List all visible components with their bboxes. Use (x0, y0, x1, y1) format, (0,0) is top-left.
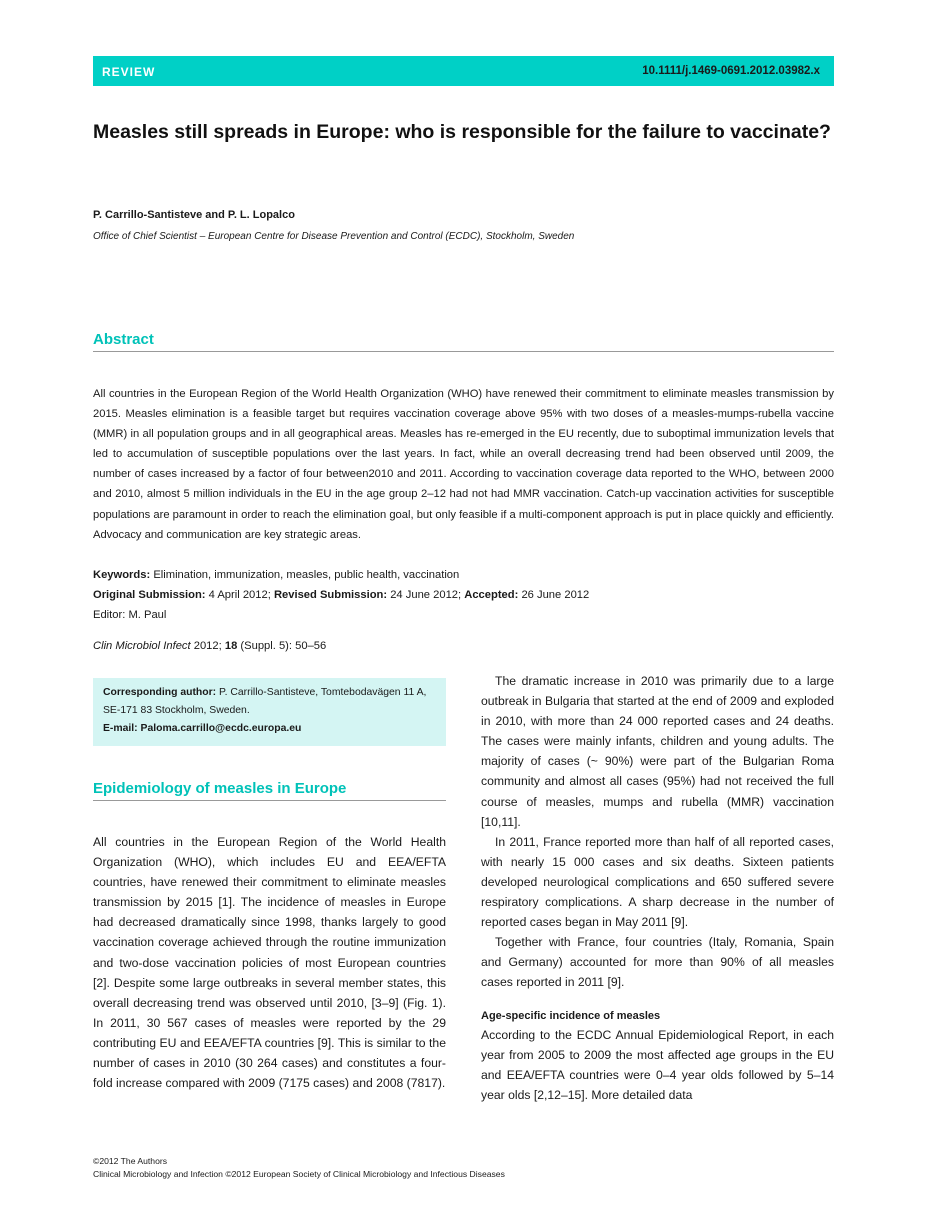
copyright: ©2012 The Authors (93, 1156, 168, 1166)
paragraph: All countries in the European Region of the World Health Organization (WHO), which includes EU and EEA/EFTA countries, have renewed their commitment to eliminate measles transmission by 2015 [1]. The incidence of measles in Europe had decreased dramatically since 1998, thanks largely to good vaccination coverage achieved through the routine immunization and two-dose vaccination policies of most European countries [2]. Despite some large outbreaks in several member states, this overall decreasing trend was observed until 2010, [3–9] (Fig. 1). In 2011, 30 567 cases of measles were reported by the 29 contributing EU and EEA/EFTA countries [9]. This is similar to the number of cases in 2010 (30 264 cases) and constitutes a four-fold increase compared with 2009 (7175 cases) and 2008 (7817). (93, 835, 446, 1091)
abstract-text: All countries in the European Region of the World Health Organization (WHO) have renewed their commitment to eliminate measles transmission by 2015. Measles elimination is a feasible target but requires vaccination coverage above 95% with two doses of a measles-mumps-rubella vaccine (MMR) in all population groups and in all geographical areas. Measles has re-emerged in the EU recently, due to suboptimal immunization levels that led to accumulation of susceptible populations over the last years. In fact, while an overall decreasing trend had been observed until 2009, the number of cases increased by a factor of four between2010 and 2011. According to vaccination coverage data reported to the WHO, between 2000 and 2010, almost 5 million individuals in the EU in the age group 2–12 had not had MMR vaccination. Catch-up vaccination activities for susceptible populations are paramount in order to reach the elimination goal, but only feasible if a multi-component approach is put in place quickly and efficiently. Advocacy and communication are key strategic areas. (93, 388, 834, 541)
article-title: Measles still spreads in Europe: who is responsible for the failure to vaccinate? (93, 121, 831, 143)
paragraph: According to the ECDC Annual Epidemiological Report, in each year from 2005 to 2009 the most affected age groups in the EU and EEA/EFTA countries were 0–4 year olds followed by 5–14 year olds [2,12–15]. More detailed data (481, 1027, 834, 1102)
doi[interactable]: 10.1111/j.1469-0691.2012.03982.x (642, 65, 820, 77)
acc-date: 26 June 2012 (521, 589, 590, 601)
journal-copyright: Clinical Microbiology and Infection ©2012 European Society of Clinical Microbiology and Infectious Diseases (93, 1169, 505, 1179)
volume: 18 (224, 640, 238, 652)
paragraph: In 2011, France reported more than half of all reported cases, with nearly 15 000 cases and six deaths. Sixteen patients developed neurological complications and 650 suffered severe respiratory complications. A sharp decrease in the number of reported cases began in May 2011 [9]. (481, 834, 834, 930)
correspondence-box (93, 678, 446, 746)
section-heading: Epidemiology of measles in Europe (93, 780, 446, 801)
header-bar (93, 56, 834, 86)
left-column (93, 832, 446, 1093)
acc-label: Accepted: (464, 589, 519, 601)
section-label: REVIEW (102, 65, 156, 79)
orig-label: Original Submission: (93, 589, 206, 601)
citation (93, 640, 326, 652)
rev-label: Revised Submission: (273, 589, 388, 601)
keywords-value: Elimination, immunization, measles, public health, vaccination (153, 569, 460, 581)
email-label: E-mail: (103, 723, 138, 734)
email-link[interactable]: Paloma.carrillo@ecdc.europa.eu (140, 723, 302, 734)
footer (93, 1155, 505, 1181)
paragraph: The dramatic increase in 2010 was primarily due to a large outbreak in Bulgaria that started at the end of 2009 and exploded in 2010, with more than 24 000 reported cases and 24 deaths. The cases were mainly infants, children and young adults. The majority of cases (~ 90%) were part of the Bulgarian Roma community and almost all cases (95%) had not received the full course of measles, mumps and rubella (MMR) vaccination [10,11]. (481, 674, 834, 829)
editor: Editor: M. Paul (93, 609, 167, 621)
journal-name: Clin Microbiol Infect (93, 640, 191, 652)
abstract-heading: Abstract (93, 331, 834, 352)
submission-dates (93, 589, 589, 601)
orig-date: 4 April 2012; (208, 589, 271, 601)
keywords (93, 569, 459, 581)
affiliation: Office of Chief Scientist – European Centre for Disease Prevention and Control (ECDC), Stockholm, Sweden (93, 231, 575, 242)
right-column (481, 671, 834, 1105)
authors: P. Carrillo-Santisteve and P. L. Lopalco (93, 209, 295, 221)
citation-pages: (Suppl. 5): 50–56 (240, 640, 327, 652)
keywords-label: Keywords: (93, 569, 151, 581)
rev-date: 24 June 2012; (390, 589, 462, 601)
corr-address: P. Carrillo-Santisteve, Tomtebodavägen 11 A, SE-171 83 Stockholm, Sweden. (103, 687, 427, 716)
subheading: Age-specific incidence of measles (481, 1009, 661, 1022)
corr-label: Corresponding author: (103, 687, 217, 698)
paragraph: Together with France, four countries (Italy, Romania, Spain and Germany) accounted for more than 90% of all measles cases reported in 2011 [9]. (481, 935, 834, 990)
citation-year: 2012; (193, 640, 222, 652)
